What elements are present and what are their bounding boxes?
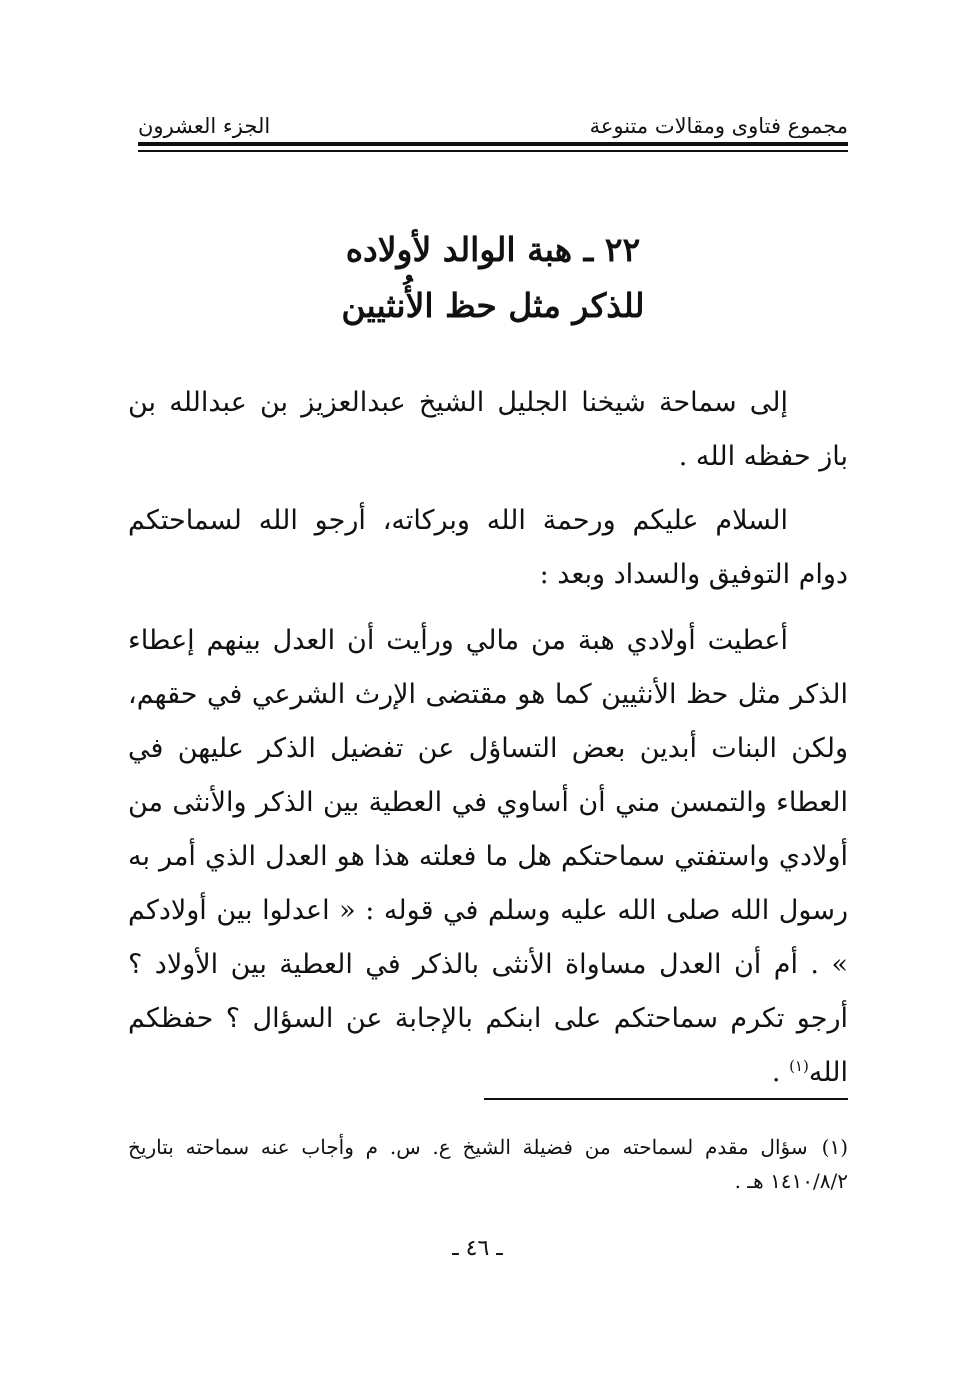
footnote [128,1130,848,1198]
volume-label: الجزء العشرون [138,114,271,138]
body-text [128,376,848,1112]
header-rule-thick [138,142,848,146]
footnote-text: سؤال مقدم لسماحته من فضيلة الشيخ ع. س. م وأجاب عنه سماحته بتاريخ ١٤١٠/٨/٢ هـ . [128,1135,848,1193]
running-header [138,104,848,138]
question-text: أعطيت أولادي هبة من مالي ورأيت أن العدل بينهم إعطاء الذكر مثل حظ الأنثيين كما هو مقتضى الإرث الشرعي في حقهم، ولكن البنات أبدين بعض التساؤل عن تفضيل الذكر عليهن في العطاء والتمسن مني أن أساوي في العطية بين الذكر والأنثى من أولادي واستفتي سماحتكم هل ما فعلته هذا هو العدل الذي أمر به رسول الله صلى الله عليه وسلم في قوله : « اعدلوا بين أولادكم » . أم أن العدل مساواة الأنثى بالذكر في العطية بين الأولاد ؟ أرجو تكرم سماحتكم على ابنكم بالإجابة عن السؤال ؟ حفظكم الله [128,625,848,1088]
book-title: مجموع فتاوى ومقالات متنوعة [589,114,848,138]
footnote-reference[interactable]: (١) [789,1057,809,1075]
footnote-number: (١) [821,1135,848,1159]
page-number: ـ ٤٦ ـ [452,1236,503,1261]
header-rule-thin [138,150,848,152]
question-end: . [771,1057,790,1088]
chapter-title-line-2: للذكر مثل حظ الأُنثيين [341,286,645,325]
address-paragraph: إلى سماحة شيخنا الجليل الشيخ عبدالعزيز بن عبدالله بن باز حفظه الله . [128,387,848,472]
question-paragraph [128,614,848,1100]
chapter-title-line-1: ٢٢ ـ هبة الوالد لأولاده [345,230,641,269]
footnote-separator [484,1098,848,1100]
chapter-title [138,222,848,334]
greeting-paragraph: السلام عليكم ورحمة الله وبركاته، أرجو الله لسماحتكم دوام التوفيق والسداد وبعد : [128,505,848,590]
